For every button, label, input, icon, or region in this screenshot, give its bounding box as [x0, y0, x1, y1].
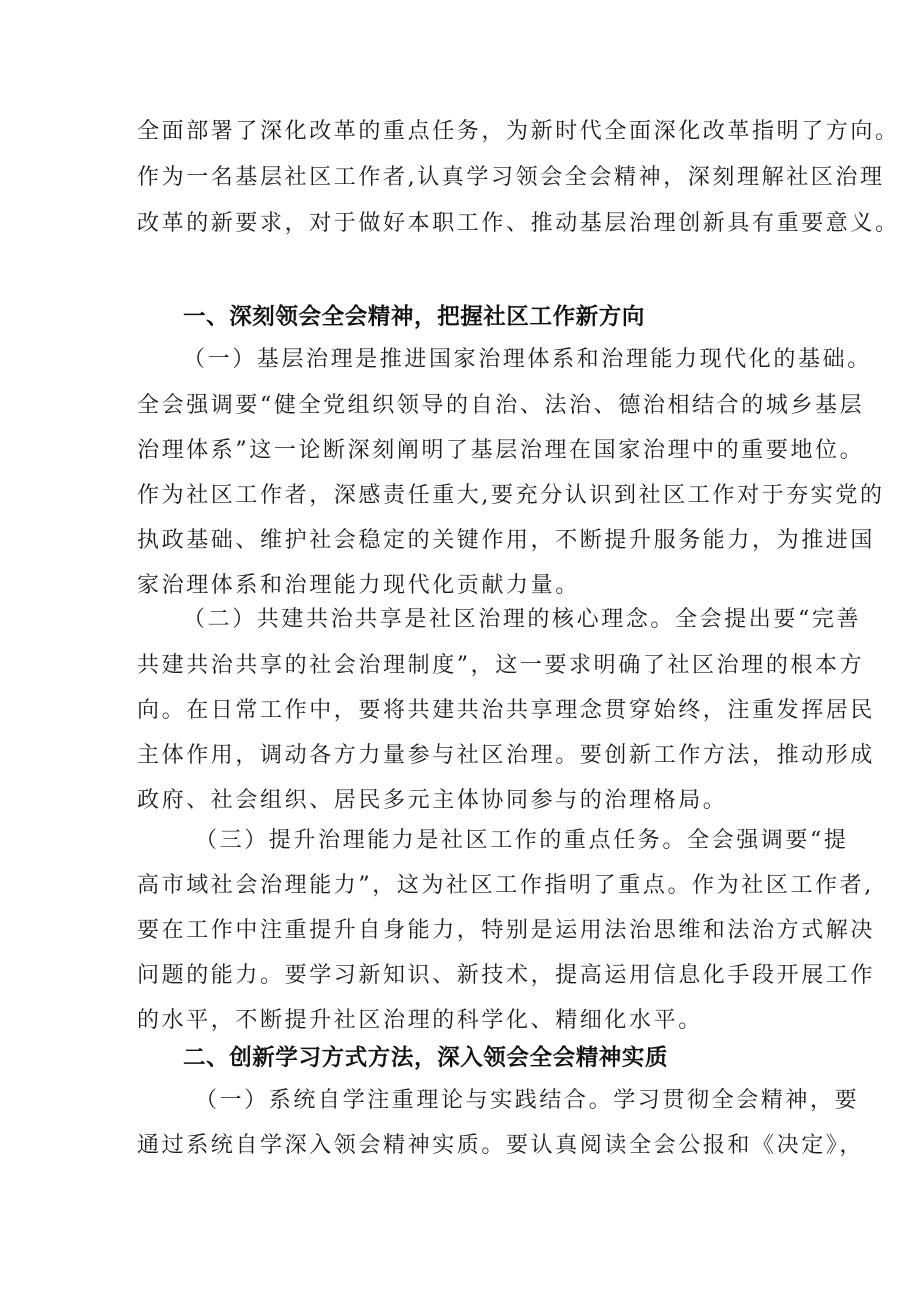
text-line: 问题的能力。要学习新知识、新技术，提高运用信息化手段开展工作	[137, 963, 876, 988]
text-line: 的水平，不断提升社区治理的科学化、精细化水平。	[137, 1008, 703, 1033]
text-line: 高市域社会治理能力”，这为社区工作指明了重点。作为社区工作者,	[137, 873, 874, 898]
text-line: 主体作用，调动各方力量参与社区治理。要创新工作方法，推动形成	[137, 743, 876, 768]
section-heading-1: 一、深刻领会全会精神，把握社区工作新方向	[183, 304, 646, 330]
text-line: 通过系统自学深入领会精神实质。要认真阅读全会公报和《决定》，	[137, 1133, 865, 1158]
section-heading-2: 二、创新学习方式方法，深入领会全会精神实质	[183, 1045, 669, 1071]
text-line: 家治理体系和治理能力现代化贡献力量。	[137, 573, 580, 598]
text-line: 要在工作中注重提升自身能力，特别是运用法治思维和法治方式解决	[137, 918, 876, 943]
text-line: 政府、社会组织、居民多元主体协同参与的治理格局。	[137, 788, 728, 813]
text-line: （一）基层治理是推进国家治理体系和治理能力现代化的基础。	[183, 347, 872, 372]
text-line: 全会强调要“健全党组织领导的自治、法治、德治相结合的城乡基层	[137, 393, 865, 418]
text-line: 执政基础、维护社会稳定的关键作用，不断提升服务能力，为推进国	[137, 528, 876, 553]
text-line: 共建共治共享的社会治理制度”，这一要求明确了社区治理的根本方	[137, 653, 865, 678]
text-line: （二）共建共治共享是社区治理的核心理念。全会提出要“完善	[183, 607, 862, 632]
text-line: 改革的新要求，对于做好本职工作、推动基层治理创新具有重要意义。	[137, 211, 900, 236]
text-line: 向。在日常工作中，要将共建共治共享理念贯穿始终，注重发挥居民	[137, 698, 876, 723]
text-line: 作为一名基层社区工作者,认真学习领会全会精神，深刻理解社区治理	[137, 165, 885, 190]
text-line: 作为社区工作者，深感责任重大,要充分认识到社区工作对于夯实党的	[137, 483, 885, 508]
text-line: （三）提升治理能力是社区工作的重点任务。全会强调要“提	[195, 828, 849, 853]
text-line: 治理体系”这一论断深刻阐明了基层治理在国家治理中的重要地位。	[137, 438, 865, 463]
text-line: 全面部署了深化改革的重点任务，为新时代全面深化改革指明了方向。	[137, 119, 900, 144]
text-line: （一）系统自学注重理论与实践结合。学习贯彻全会精神，要	[195, 1088, 860, 1113]
